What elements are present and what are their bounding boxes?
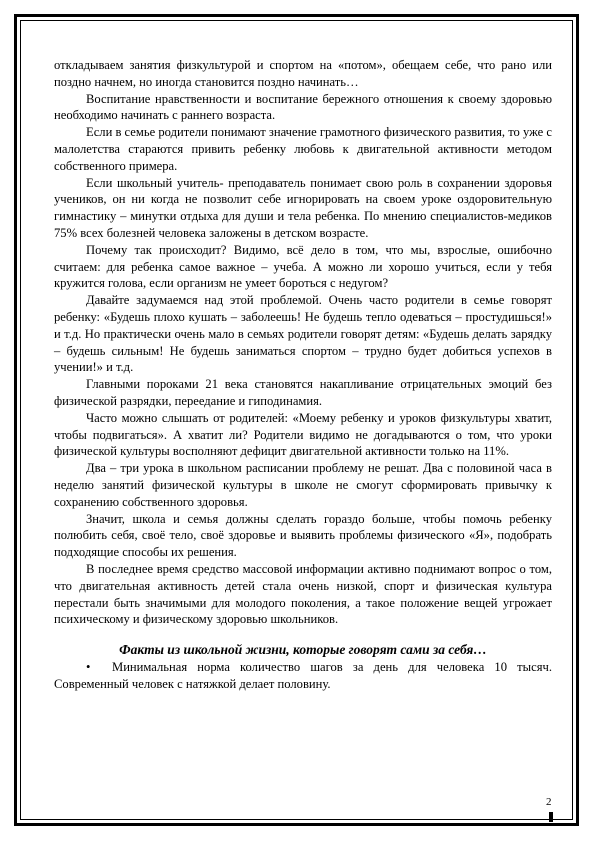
paragraph: Два – три урока в школьном расписании проблему не решат. Два с половиной часа в неделю занятий физической культуры в школе не смогут сформировать привычку к сохранению собственного здоровья. bbox=[54, 461, 552, 509]
page-number: 2 bbox=[546, 796, 552, 808]
paragraph: Главными пороками 21 века становятся накапливание отрицательных эмоций без физической разрядки, переедание и гиподинамия. bbox=[54, 377, 552, 408]
section-heading: Факты из школьной жизни, которые говорят сами за себя… bbox=[119, 642, 487, 658]
paragraph: В последнее время средство массовой информации активно поднимают вопрос о том, что двигательная активность детей стала очень низкой, спорт и физическая культура перестали быть значимыми для молодого поколения, а такое положение вещей угрожает психическому и физическому здоровью школьников. bbox=[54, 561, 552, 627]
paragraph: Если в семье родители понимают значение грамотного физического развития, то уже с малолетства стараются привить ребенку любовь к двигательной активности методом собственного примера. bbox=[54, 125, 552, 173]
bullet-text: Минимальная норма количество шагов за день для человека 10 тысяч. Современный человек с натяжкой делает половину. bbox=[54, 660, 552, 691]
paragraph: Воспитание нравственности и воспитание бережного отношения к своему здоровью необходимо начинать с раннего возраста. bbox=[54, 91, 552, 123]
bullet-item bbox=[54, 659, 552, 693]
paragraph: Часто можно слышать от родителей: «Моему ребенку и уроков физкультуры хватит, чтобы подвигаться». А хватит ли? Родители видимо не догадываются о том, что уроки физической культуры восполняют дефицит двигательной активности только на 11%. bbox=[54, 410, 552, 459]
paragraph: Почему так происходит? Видимо, всё дело в том, что мы, взрослые, ошибочно считаем: для ребенка самое важное – учеба. А можно ли хорошо учиться, если у тебя кружится голова, если организм не умеет бороться с недугом? bbox=[54, 242, 552, 291]
bullet-icon: • bbox=[86, 660, 91, 675]
paragraph: откладываем занятия физкультурой и спортом на «потом», обещаем себе, что рано или поздно начнем, но иногда становится поздно начинать… bbox=[54, 58, 552, 89]
paragraph: Давайте задумаемся над этой проблемой. Очень часто родители в семье говорят ребенку: «Будешь плохо кушать – заболеешь! Не будешь тепло одеваться – простудишься!» и т.д. Но практически очень мало в семьях родители говорят детям: «Будешь делать зарядку – будешь сильным! Не будешь заниматься спортом – трудно будет добиться успехов в учении!» и т.д. bbox=[54, 293, 552, 375]
paragraph: Значит, школа и семья должны сделать гораздо больше, чтобы помочь ребенку полюбить себя, своё тело, своё здоровье и выявить проблемы физического «Я», подобрать подходящие способы их решения. bbox=[54, 511, 552, 560]
document-body bbox=[54, 57, 552, 693]
paragraph: Если школьный учитель- преподаватель понимает свою роль в сохранении здоровья учеников, он ни когда не позволит себе игнорировать на своем уроке оздоровительную гимнастику – минутки отдыха для души и тела ребенка. По мнению специалистов-медиков 75% всех болезней человека заложены в детском возрасте. bbox=[54, 175, 552, 240]
corner-mark bbox=[549, 812, 553, 822]
